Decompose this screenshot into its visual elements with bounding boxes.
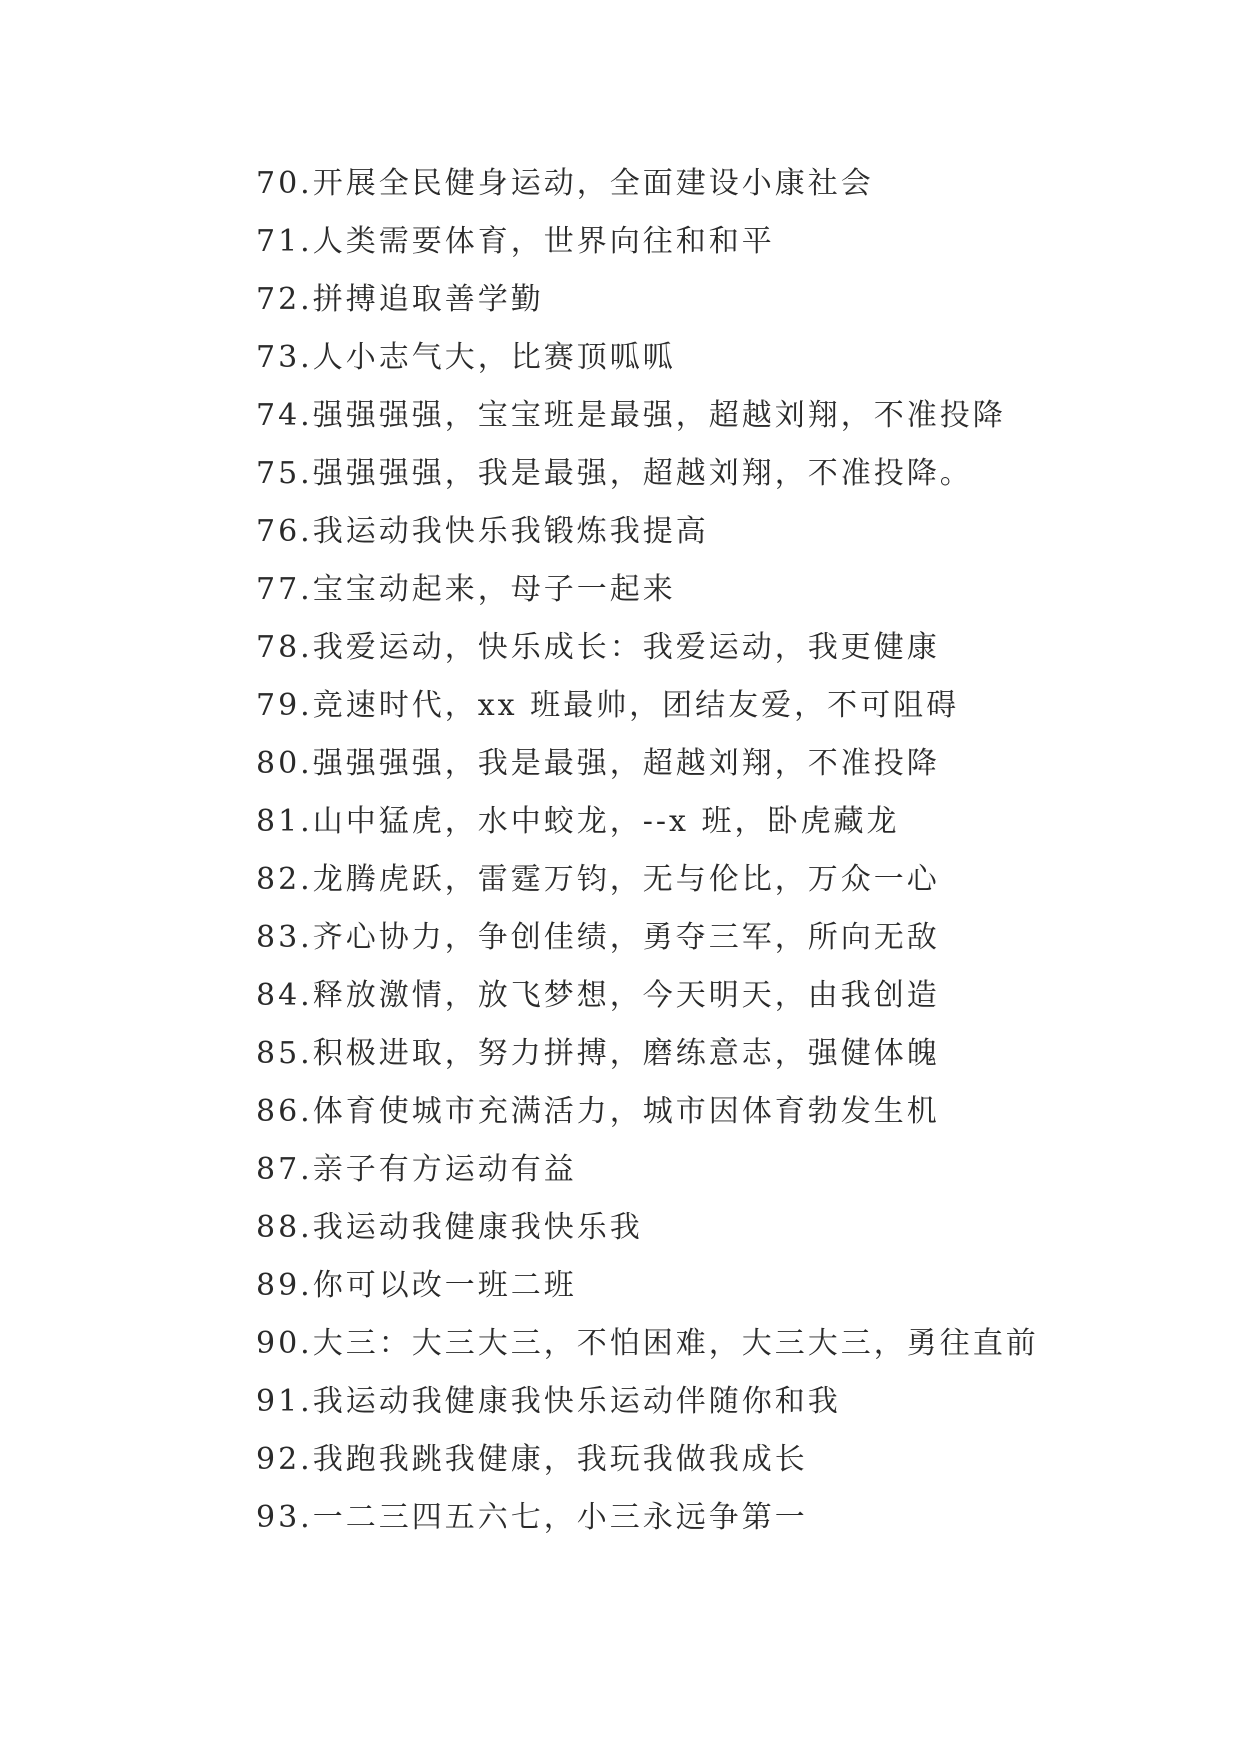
slogan-line: 70.开展全民健身运动，全面建设小康社会: [256, 166, 874, 201]
slogan-line: 71.人类需要体育，世界向往和和平: [256, 224, 775, 259]
slogan-line: 89.你可以改一班二班: [256, 1268, 577, 1303]
slogan-line: 72.拼搏追取善学勤: [256, 282, 544, 317]
slogan-line: 88.我运动我健康我快乐我: [256, 1210, 643, 1245]
slogan-line: 81.山中猛虎，水中蛟龙，--x 班，卧虎藏龙: [256, 804, 900, 839]
slogan-line: 75.强强强强，我是最强，超越刘翔，不准投降。: [256, 456, 973, 491]
slogan-line: 85.积极进取，努力拼搏，磨练意志，强健体魄: [256, 1036, 940, 1071]
slogan-line: 92.我跑我跳我健康，我玩我做我成长: [256, 1442, 808, 1477]
slogan-line: 87.亲子有方运动有益: [256, 1152, 577, 1187]
slogan-line: 86.体育使城市充满活力，城市因体育勃发生机: [256, 1094, 940, 1129]
slogan-list: [256, 155, 1039, 1547]
slogan-line: 82.龙腾虎跃，雷霆万钧，无与伦比，万众一心: [256, 862, 940, 897]
slogan-line: 78.我爱运动，快乐成长：我爱运动，我更健康: [256, 630, 940, 665]
slogan-line: 93.一二三四五六七，小三永远争第一: [256, 1500, 808, 1535]
slogan-line: 73.人小志气大，比赛顶呱呱: [256, 340, 676, 375]
slogan-line: 84.释放激情，放飞梦想，今天明天，由我创造: [256, 978, 940, 1013]
slogan-line: 76.我运动我快乐我锻炼我提高: [256, 514, 709, 549]
slogan-line: 90.大三：大三大三，不怕困难，大三大三，勇往直前: [256, 1326, 1039, 1361]
slogan-line: 91.我运动我健康我快乐运动伴随你和我: [256, 1384, 841, 1419]
slogan-line: 80.强强强强，我是最强，超越刘翔，不准投降: [256, 746, 940, 781]
slogan-line: 83.齐心协力，争创佳绩，勇夺三军，所向无敌: [256, 920, 940, 955]
slogan-line: 79.竞速时代，xx 班最帅，团结友爱，不可阻碍: [256, 688, 960, 723]
slogan-line: 77.宝宝动起来，母子一起来: [256, 572, 676, 607]
slogan-line: 74.强强强强，宝宝班是最强，超越刘翔，不准投降: [256, 398, 1006, 433]
